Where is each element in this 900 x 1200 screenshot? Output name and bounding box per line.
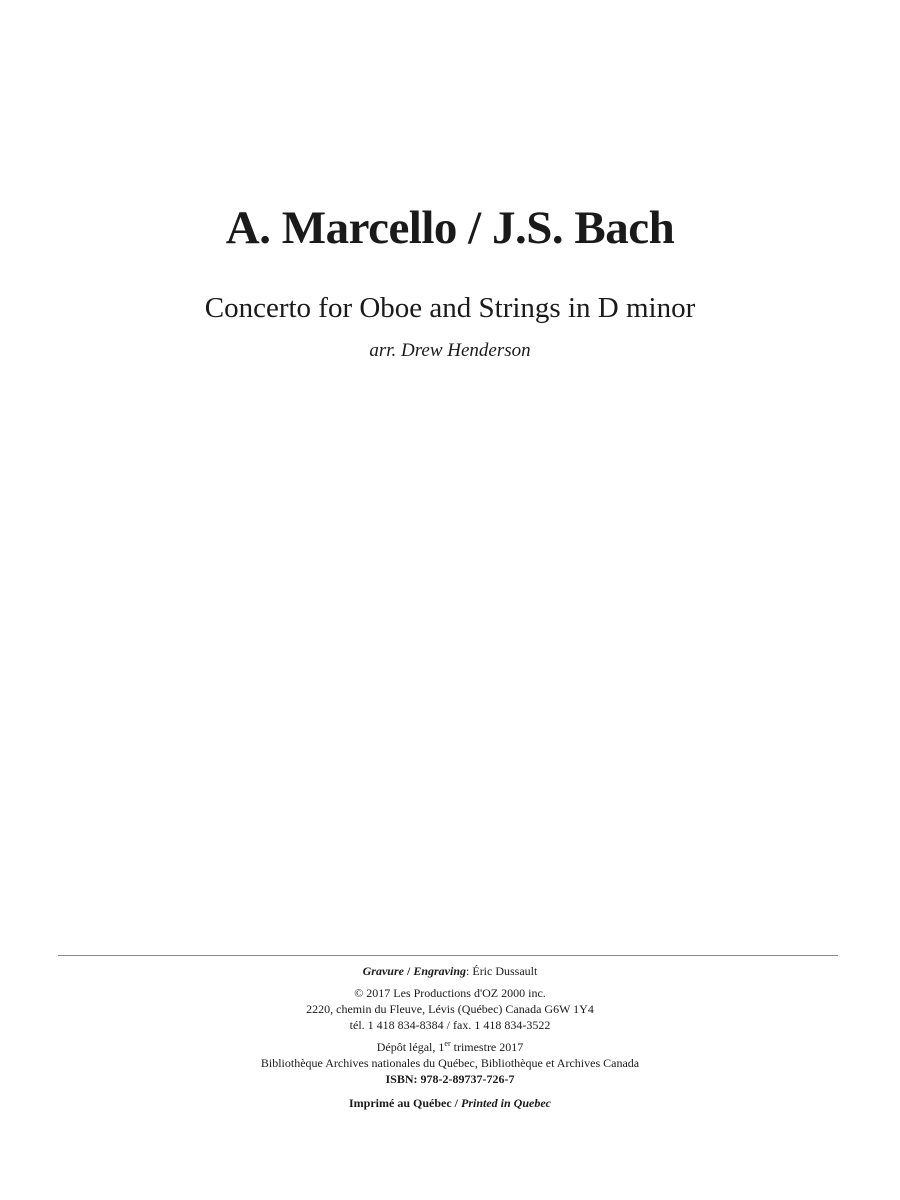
library-credit: Bibliothèque Archives nationales du Québec, Bibliothèque et Archives Canada — [260, 1056, 640, 1070]
publisher-address: 2220, chemin du Fleuve, Lévis (Québec) Canada G6W 1Y4 — [306, 1002, 594, 1016]
isbn: ISBN: 978-2-89737-726-7 — [385, 1072, 515, 1086]
engraving-label-en: Engraving — [413, 964, 467, 978]
publisher-phone: tél. 1 418 834-8384 / fax. 1 418 834-3522 — [349, 1018, 551, 1032]
printed-in — [0, 1095, 900, 1111]
colophon — [0, 963, 900, 1111]
engraver-name: Éric Dussault — [472, 964, 538, 978]
engraving-separator: / — [403, 964, 414, 978]
printed-separator: / — [451, 1096, 461, 1110]
footer-divider — [58, 955, 838, 956]
composer-heading: A. Marcello / J.S. Bach — [225, 202, 675, 254]
printed-label-en: Printed in Quebec — [461, 1096, 551, 1110]
engraving-label-fr: Gravure — [362, 964, 404, 978]
legal-deposit: Dépôt légal, 1er trimestre 2017 — [376, 1039, 524, 1054]
arranger-credit: arr. Drew Henderson — [369, 340, 531, 361]
engraving-credit — [0, 963, 900, 979]
printed-label-fr: Imprimé au Québec — [349, 1096, 452, 1110]
copyright-line: © 2017 Les Productions d'OZ 2000 inc. — [354, 986, 546, 1000]
engraving-colon: : — [466, 964, 473, 978]
work-title: Concerto for Oboe and Strings in D minor — [204, 292, 696, 324]
